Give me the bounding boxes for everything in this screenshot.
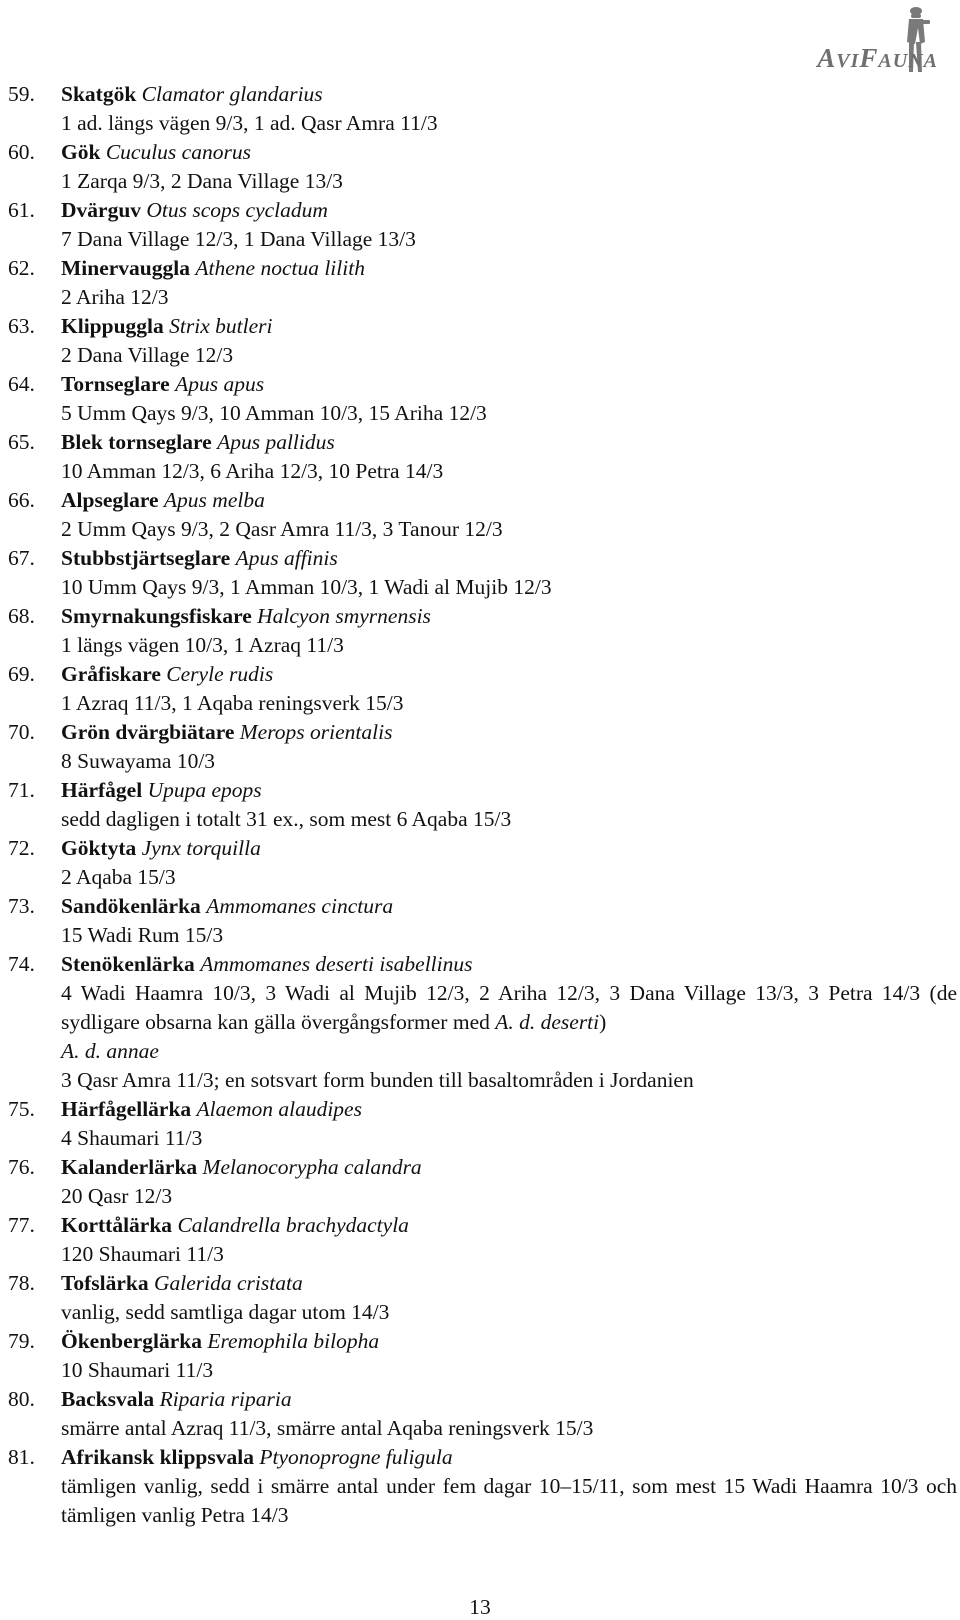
entry-number: 66.: [8, 488, 35, 512]
scientific-name: Eremophila bilopha: [207, 1329, 380, 1353]
observation-text: 1 Azraq 11/3, 1 Aqaba reningsverk 15/3: [61, 691, 404, 715]
list-item: [0, 486, 960, 544]
species-name: Gråfiskare: [61, 662, 161, 686]
entry-number: 74.: [8, 952, 35, 976]
species-name: Stubbstjärtseglare: [61, 546, 231, 570]
observation-text: 2 Ariha 12/3: [61, 285, 169, 309]
scientific-name: Riparia riparia: [159, 1387, 292, 1411]
scientific-name: Ammomanes cinctura: [206, 894, 394, 918]
list-item: [0, 834, 960, 892]
scientific-name: Athene noctua lilith: [195, 256, 365, 280]
observation-text: 2 Aqaba 15/3: [61, 865, 176, 889]
species-name: Blek tornseglare: [61, 430, 212, 454]
scientific-name: Ptyonoprogne fuligula: [259, 1445, 453, 1469]
observation-text: 1 Zarqa 9/3, 2 Dana Village 13/3: [61, 169, 343, 193]
entry-number: 77.: [8, 1213, 35, 1237]
species-name: Korttålärka: [61, 1213, 173, 1237]
list-item: [0, 1095, 960, 1153]
list-item: [0, 1153, 960, 1211]
species-name: Göktyta: [61, 836, 137, 860]
page-number: 13: [469, 1595, 491, 1619]
observation-text: 5 Umm Qays 9/3, 10 Amman 10/3, 15 Ariha 12/3: [61, 401, 487, 425]
species-name: Tornseglare: [61, 372, 170, 396]
avifauna-logo: [748, 4, 938, 74]
scientific-name: Ammomanes deserti isabellinus: [200, 952, 473, 976]
scientific-name: Merops orientalis: [239, 720, 393, 744]
species-name: Tofslärka: [61, 1271, 149, 1295]
scientific-name: Clamator glandarius: [141, 82, 323, 106]
scientific-name: Apus pallidus: [217, 430, 335, 454]
list-item: [0, 254, 960, 312]
entry-number: 70.: [8, 720, 35, 744]
species-name: Klippuggla: [61, 314, 164, 338]
species-list: [0, 80, 960, 1530]
scientific-name: Melanocorypha calandra: [202, 1155, 422, 1179]
entry-number: 78.: [8, 1271, 35, 1295]
entry-number: 79.: [8, 1329, 35, 1353]
list-item: [0, 1211, 960, 1269]
list-item: [0, 718, 960, 776]
scientific-name: Ceryle rudis: [166, 662, 274, 686]
list-item: [0, 80, 960, 138]
species-name: Kalanderlärka: [61, 1155, 198, 1179]
list-item: [0, 312, 960, 370]
list-item: [0, 776, 960, 834]
entry-number: 67.: [8, 546, 35, 570]
scientific-name: Halcyon smyrnensis: [257, 604, 431, 628]
entry-number: 60.: [8, 140, 35, 164]
species-name: Härfågellärka: [61, 1097, 192, 1121]
entry-number: 69.: [8, 662, 35, 686]
observation-text: 120 Shaumari 11/3: [61, 1242, 224, 1266]
species-name: Smyrnakungsfiskare: [61, 604, 252, 628]
list-item: [0, 544, 960, 602]
scientific-name: Galerida cristata: [154, 1271, 303, 1295]
observation-text: 1 längs vägen 10/3, 1 Azraq 11/3: [61, 633, 344, 657]
scientific-name: Apus apus: [175, 372, 265, 396]
observation-text: tämligen vanlig, sedd i smärre antal under fem dagar 10–15/11, som mest 15 Wadi Haamra 10/3 och tämligen vanlig Petra 14/3: [61, 1474, 957, 1527]
species-name: Stenökenlärka: [61, 952, 195, 976]
species-name: Sandökenlärka: [61, 894, 201, 918]
entry-number: 59.: [8, 82, 35, 106]
entry-number: 72.: [8, 836, 35, 860]
observation-text: 15 Wadi Rum 15/3: [61, 923, 224, 947]
entry-number: 76.: [8, 1155, 35, 1179]
observation-text: 10 Shaumari 11/3: [61, 1358, 214, 1382]
list-item: [0, 950, 960, 1095]
list-item: [0, 602, 960, 660]
subspecies-name: A. d. annae: [61, 1039, 159, 1063]
list-item: [0, 892, 960, 950]
list-item: [0, 428, 960, 486]
observation-text: 3 Qasr Amra 11/3; en sotsvart form bunden till basaltområden i Jordanien: [61, 1068, 694, 1092]
species-name: Gök: [61, 140, 101, 164]
scientific-name: Otus scops cycladum: [146, 198, 328, 222]
entry-number: 73.: [8, 894, 35, 918]
entry-number: 81.: [8, 1445, 35, 1469]
scientific-name: Alaemon alaudipes: [196, 1097, 362, 1121]
scientific-name: Cuculus canorus: [105, 140, 251, 164]
observation-text: 7 Dana Village 12/3, 1 Dana Village 13/3: [61, 227, 416, 251]
observation-text: 10 Amman 12/3, 6 Ariha 12/3, 10 Petra 14/3: [61, 459, 444, 483]
observation-text: 4 Wadi Haamra 10/3, 3 Wadi al Mujib 12/3, 2 Ariha 12/3, 3 Dana Village 13/3, 3 Petra 14/3 (de sydligare obsarna kan gälla övergångsformer med A. d. deserti): [61, 981, 957, 1034]
list-item: [0, 1443, 960, 1530]
list-item: [0, 138, 960, 196]
list-item: [0, 660, 960, 718]
observation-text: 20 Qasr 12/3: [61, 1184, 173, 1208]
observation-text: smärre antal Azraq 11/3, smärre antal Aqaba reningsverk 15/3: [61, 1416, 594, 1440]
entry-number: 80.: [8, 1387, 35, 1411]
list-item: [0, 370, 960, 428]
observation-text: 8 Suwayama 10/3: [61, 749, 216, 773]
observation-text: 2 Umm Qays 9/3, 2 Qasr Amra 11/3, 3 Tanour 12/3: [61, 517, 503, 541]
scientific-name: Jynx torquilla: [141, 836, 261, 860]
scientific-name: Apus melba: [163, 488, 265, 512]
species-name: Afrikansk klippsvala: [61, 1445, 254, 1469]
species-name: Minervauggla: [61, 256, 190, 280]
entry-number: 68.: [8, 604, 35, 628]
species-name: Dvärguv: [61, 198, 142, 222]
list-item: [0, 1327, 960, 1385]
scientific-name: Strix butleri: [169, 314, 273, 338]
scientific-name: Upupa epops: [147, 778, 262, 802]
observation-text: vanlig, sedd samtliga dagar utom 14/3: [61, 1300, 390, 1324]
observation-text: 2 Dana Village 12/3: [61, 343, 234, 367]
scientific-name: Apus affinis: [235, 546, 338, 570]
entry-number: 75.: [8, 1097, 35, 1121]
species-name: Grön dvärgbiätare: [61, 720, 235, 744]
observation-text: 4 Shaumari 11/3: [61, 1126, 203, 1150]
entry-number: 71.: [8, 778, 35, 802]
entry-number: 62.: [8, 256, 35, 280]
entry-number: 61.: [8, 198, 35, 222]
entry-number: 65.: [8, 430, 35, 454]
observation-text: sedd dagligen i totalt 31 ex., som mest 6 Aqaba 15/3: [61, 807, 512, 831]
logo-wordmark: AVIFAUNA: [817, 43, 938, 73]
list-item: [0, 1385, 960, 1443]
entry-number: 63.: [8, 314, 35, 338]
observation-text: 1 ad. längs vägen 9/3, 1 ad. Qasr Amra 11/3: [61, 111, 438, 135]
list-item: [0, 196, 960, 254]
species-name: Alpseglare: [61, 488, 159, 512]
scientific-name: Calandrella brachydactyla: [177, 1213, 409, 1237]
entry-number: 64.: [8, 372, 35, 396]
species-name: Härfågel: [61, 778, 143, 802]
list-item: [0, 1269, 960, 1327]
species-name: Backsvala: [61, 1387, 155, 1411]
species-name: Skatgök: [61, 82, 137, 106]
species-name: Ökenberglärka: [61, 1329, 202, 1353]
observation-text: 10 Umm Qays 9/3, 1 Amman 10/3, 1 Wadi al Mujib 12/3: [61, 575, 552, 599]
